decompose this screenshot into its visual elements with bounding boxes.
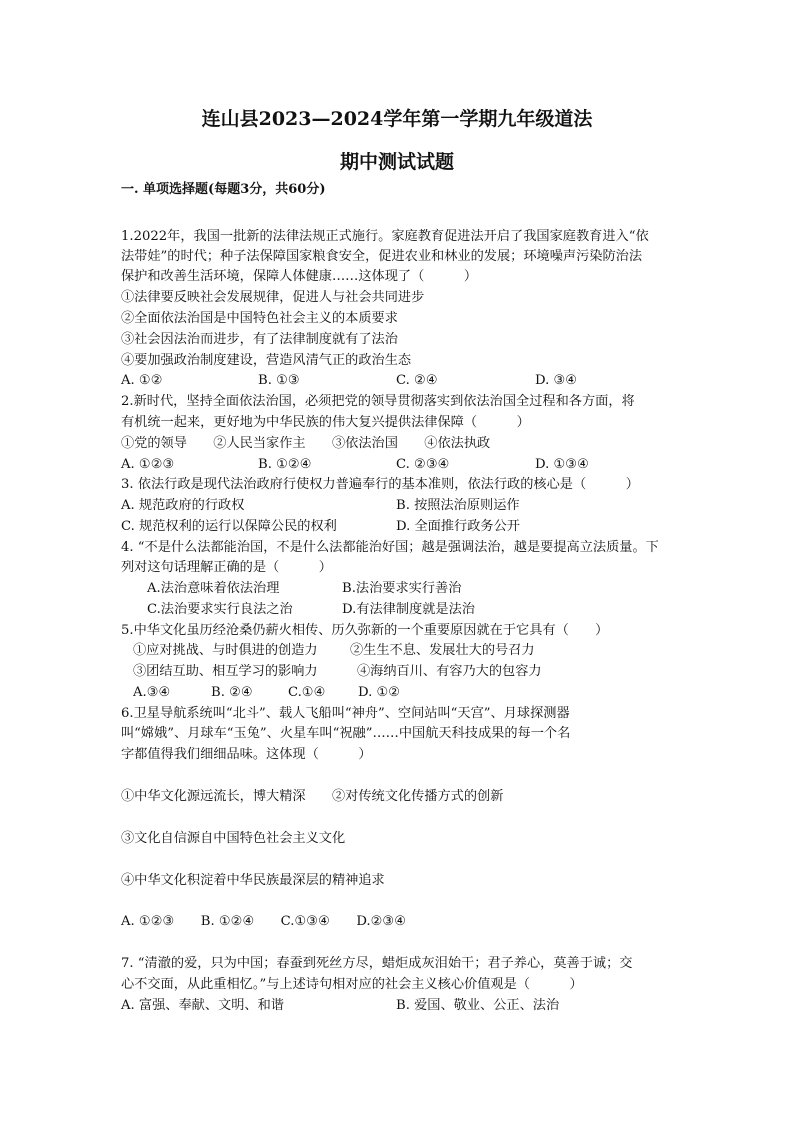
q1-option-b: B. ①③ [258, 373, 300, 388]
q2-option-a: A. ①②③ [121, 457, 175, 472]
q5-statement-1: ①应对挑战、与时俱进的创造力 [133, 643, 318, 658]
q6-stem-line3: 字都值得我们细细品味。这体现（ ） [121, 747, 372, 762]
q4-stem-line2: 列对这句话理解正确的是（ ） [121, 560, 332, 575]
q6-statement-4: ④中华文化积淀着中华民族最深层的精神追求 [121, 873, 385, 888]
q1-option-c: C. ②④ [396, 373, 438, 388]
q6-stem-line2: 叫“嫦娥”、月球车“玉兔”、火星车叫“祝融”……中国航天科技成果的每一个名 [121, 726, 571, 741]
q7-stem-line2: 心不交面，从此重相忆。”与上述诗句相对应的社会主义核心价值观是（ ） [121, 977, 583, 992]
q4-stem-line1: 4. “不是什么法都能治国，不是什么法都能治好国；越是强调法治，越是要提高立法质量。下 [121, 540, 659, 555]
q3-option-d: D. 全面推行政务公开 [396, 519, 520, 534]
exam-title: 连山县2023—2024学年第一学期九年级道法 [201, 108, 593, 130]
q7-option-b: B. 爱国、敬业、公正、法治 [396, 998, 560, 1013]
q5-statement-4: ④海纳百川、有容乃大的包容力 [357, 664, 542, 679]
q2-stem-line2: 有机统一起来，更好地为中华民族的伟大复兴提供法律保障（ ） [121, 415, 530, 430]
q3-option-a: A. 规范政府的行政权 [121, 498, 245, 513]
q5-option-d: D. ①② [358, 685, 401, 700]
q6-statement-1-2: ①中华文化源远流长，博大精深 ②对传统文化传播方式的创新 [121, 789, 504, 804]
q1-stem-line1: 1.2022年，我国一批新的法律法规正式施行。家庭教育促进法开启了我国家庭教育进入“依 [121, 229, 649, 244]
q2-option-b: B. ①②④ [258, 457, 312, 472]
q1-statement-1: ①法律要反映社会发展规律，促进人与社会共同进步 [121, 290, 425, 305]
q1-statement-2: ②全面依法治国是中国特色社会主义的本质要求 [121, 311, 398, 326]
q2-stem-line1: 2.新时代，坚持全面依法治国，必须把党的领导贯彻落实到依法治国全过程和各方面，将 [121, 394, 635, 409]
q5-option-c: C.①④ [288, 685, 326, 700]
q7-option-a: A. 富强、奉献、文明、和谐 [121, 998, 284, 1013]
q3-option-c: C. 规范权利的运行以保障公民的权利 [121, 519, 337, 534]
q1-stem-line2: 法带娃”的时代；种子法保障国家粮食安全，促进农业和林业的发展；环境噪声污染防治法 [121, 249, 643, 264]
q4-option-a: A.法治意味着依法治理 [147, 581, 280, 596]
q2-option-d: D. ①③④ [535, 457, 589, 472]
q6-statement-3: ③文化自信源自中国特色社会主义文化 [121, 831, 346, 846]
q3-option-b: B. 按照法治原则运作 [396, 498, 520, 513]
q1-statement-4: ④要加强政治制度建设，营造风清气正的政治生态 [121, 353, 412, 368]
section-heading: 一. 单项选择题(每题3分，共60分) [121, 182, 326, 197]
q4-option-c: C.法治要求实行良法之治 [147, 602, 293, 617]
q3-stem: 3. 依法行政是现代法治政府行使权力普遍奉行的基本准则，依法行政的核心是（ ） [121, 477, 639, 492]
q4-option-b: B.法治要求实行善治 [342, 581, 462, 596]
exam-subtitle: 期中测试试题 [339, 151, 454, 173]
q2-option-c: C. ②③④ [396, 457, 450, 472]
q1-statement-3: ③社会因法治而进步，有了法律制度就有了法治 [121, 332, 398, 347]
q6-stem-line1: 6.卫星导航系统叫“北斗”、载人飞船叫“神舟”、空间站叫“天宫”、月球探测器 [121, 706, 570, 721]
q4-option-d: D.有法律制度就是法治 [342, 602, 475, 617]
q5-option-a: A.③④ [133, 685, 171, 700]
q2-statements: ①党的领导 ②人民当家作主 ③依法治国 ④依法执政 [121, 436, 491, 451]
q7-stem-line1: 7. “清澈的爱，只为中国；春蚕到死丝方尽，蜡炬成灰泪始干；君子养心，莫善于诚；交 [121, 956, 633, 971]
q5-statement-3: ③团结互助、相互学习的影响力 [133, 664, 318, 679]
q5-stem: 5.中华文化虽历经沧桑仍薪火相传、历久弥新的一个重要原因就在于它具有（ ） [121, 623, 609, 638]
q1-option-d: D. ③④ [535, 373, 578, 388]
q5-option-b: B. ②④ [211, 685, 253, 700]
q1-option-a: A. ①② [121, 373, 163, 388]
q5-statement-2: ②生生不息、发展壮大的号召力 [350, 643, 535, 658]
q6-options: A. ①②③ B. ①②④ C.①③④ D.②③④ [121, 914, 407, 929]
q1-stem-line3: 保护和改善生活环境，保障人体健康……这体现了（ ） [121, 269, 478, 284]
